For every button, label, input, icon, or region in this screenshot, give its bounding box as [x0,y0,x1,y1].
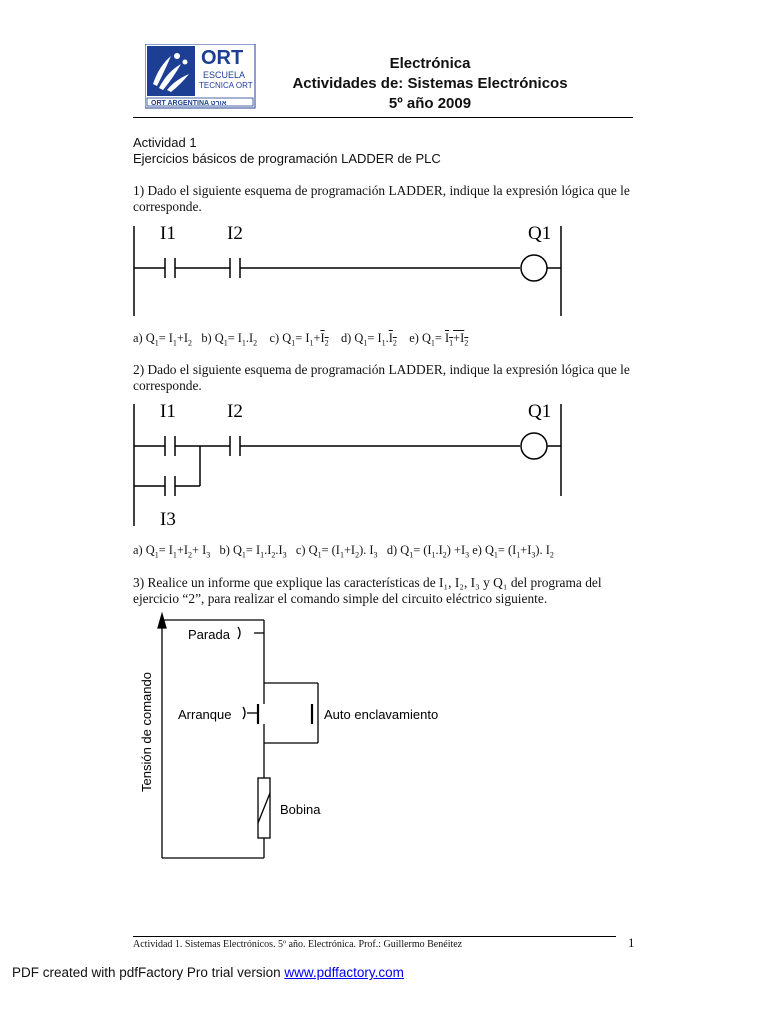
label-bobina: Bobina [280,802,321,817]
header-line2: Actividades de: Sistemas Electrónicos [292,75,568,92]
pdf-watermark-text: PDF created with pdfFactory Pro trial version [12,965,285,980]
question-3-text: 3) Realice un informe que explique las características de I₁, I₂, I₃ y Q₁ del programa del ejercicio “2”, para realizar el comando simple del circuito eléctrico siguiente. [133,575,602,606]
q1-option-b: b) $Q_1= I_1.I_2$ [201,331,258,348]
label-axis: Tensión de comando [139,672,154,792]
label-i2: I2 [227,401,243,422]
q2-option-b: b) $Q_1= I_1.I_2.I_3$ [219,543,287,560]
q2-option-e: e) $Q_1= (I_1+I_3)$. $I_2$ [472,543,554,560]
footer-divider [133,936,616,937]
activity-title: Actividad 1 [133,135,197,150]
logo-line1: ESCUELA [203,70,246,80]
header-divider [133,117,633,118]
q1-option-e: e) $Q_1= I_1+I_2$ [409,331,469,348]
header-line1: Electrónica [389,55,471,72]
coil-q1-icon [521,433,547,459]
footer-text: Actividad 1. Sistemas Electrónicos. 5º año. Electrónica. Prof.: Guillermo Benéitez [133,939,463,950]
coil-q1-icon [521,255,547,281]
q2-option-a: a) $Q_1= I_1+I_2+ I_3$ [133,543,211,560]
logo-brand: ORT [201,47,244,69]
header-line3: 5º año 2009 [388,95,472,112]
q2-option-d: d) $Q_1= (I_1.I_2) +I_3$ [386,543,470,560]
logo-line2: TECNICA ORT [199,81,253,90]
label-auto-enclavamiento: Auto enclavamiento [324,707,439,722]
question-2-text: 2) Dado el siguiente esquema de programación LADDER, indique la expresión lógica que le corresponde. [133,362,630,393]
control-circuit-diagram [130,608,470,863]
label-parada: Parada [188,627,230,642]
pdffactory-link[interactable]: www.pdffactory.com [284,965,404,980]
q2-option-c: c) $Q_1= (I_1+I_2)$. $I_3$ [295,543,378,560]
arrow-up-icon [158,614,166,628]
label-i1: I1 [160,223,176,244]
label-arranque: Arranque [178,707,232,722]
logo-strip: ORT ARGENTINA אורט [151,100,227,107]
q1-option-c: c) $Q_1= I_1+I_2$ [269,331,329,348]
ladder-diagram-1 [125,218,575,318]
ladder-diagram-2 [125,396,575,531]
label-i1: I1 [160,401,176,422]
q1-option-a: a) $Q_1= I_1+I_2$ [133,331,193,348]
header-title [270,54,590,114]
question-2-options [133,543,554,559]
label-i3: I3 [160,509,176,530]
question-1-options [133,331,468,347]
label-q1: Q1 [528,223,552,244]
school-logo [145,44,257,112]
page-number: 1 [628,935,635,950]
question-1-text: 1) Dado el siguiente esquema de programación LADDER, indique la expresión lógica que le corresponde. [133,183,630,214]
label-i2: I2 [227,223,243,244]
pdf-watermark [12,965,404,980]
label-q1: Q1 [528,401,552,422]
q1-option-d: d) $Q_1= I_1.I_2$ [340,331,397,348]
activity-subtitle: Ejercicios básicos de programación LADDER de PLC [133,151,441,166]
